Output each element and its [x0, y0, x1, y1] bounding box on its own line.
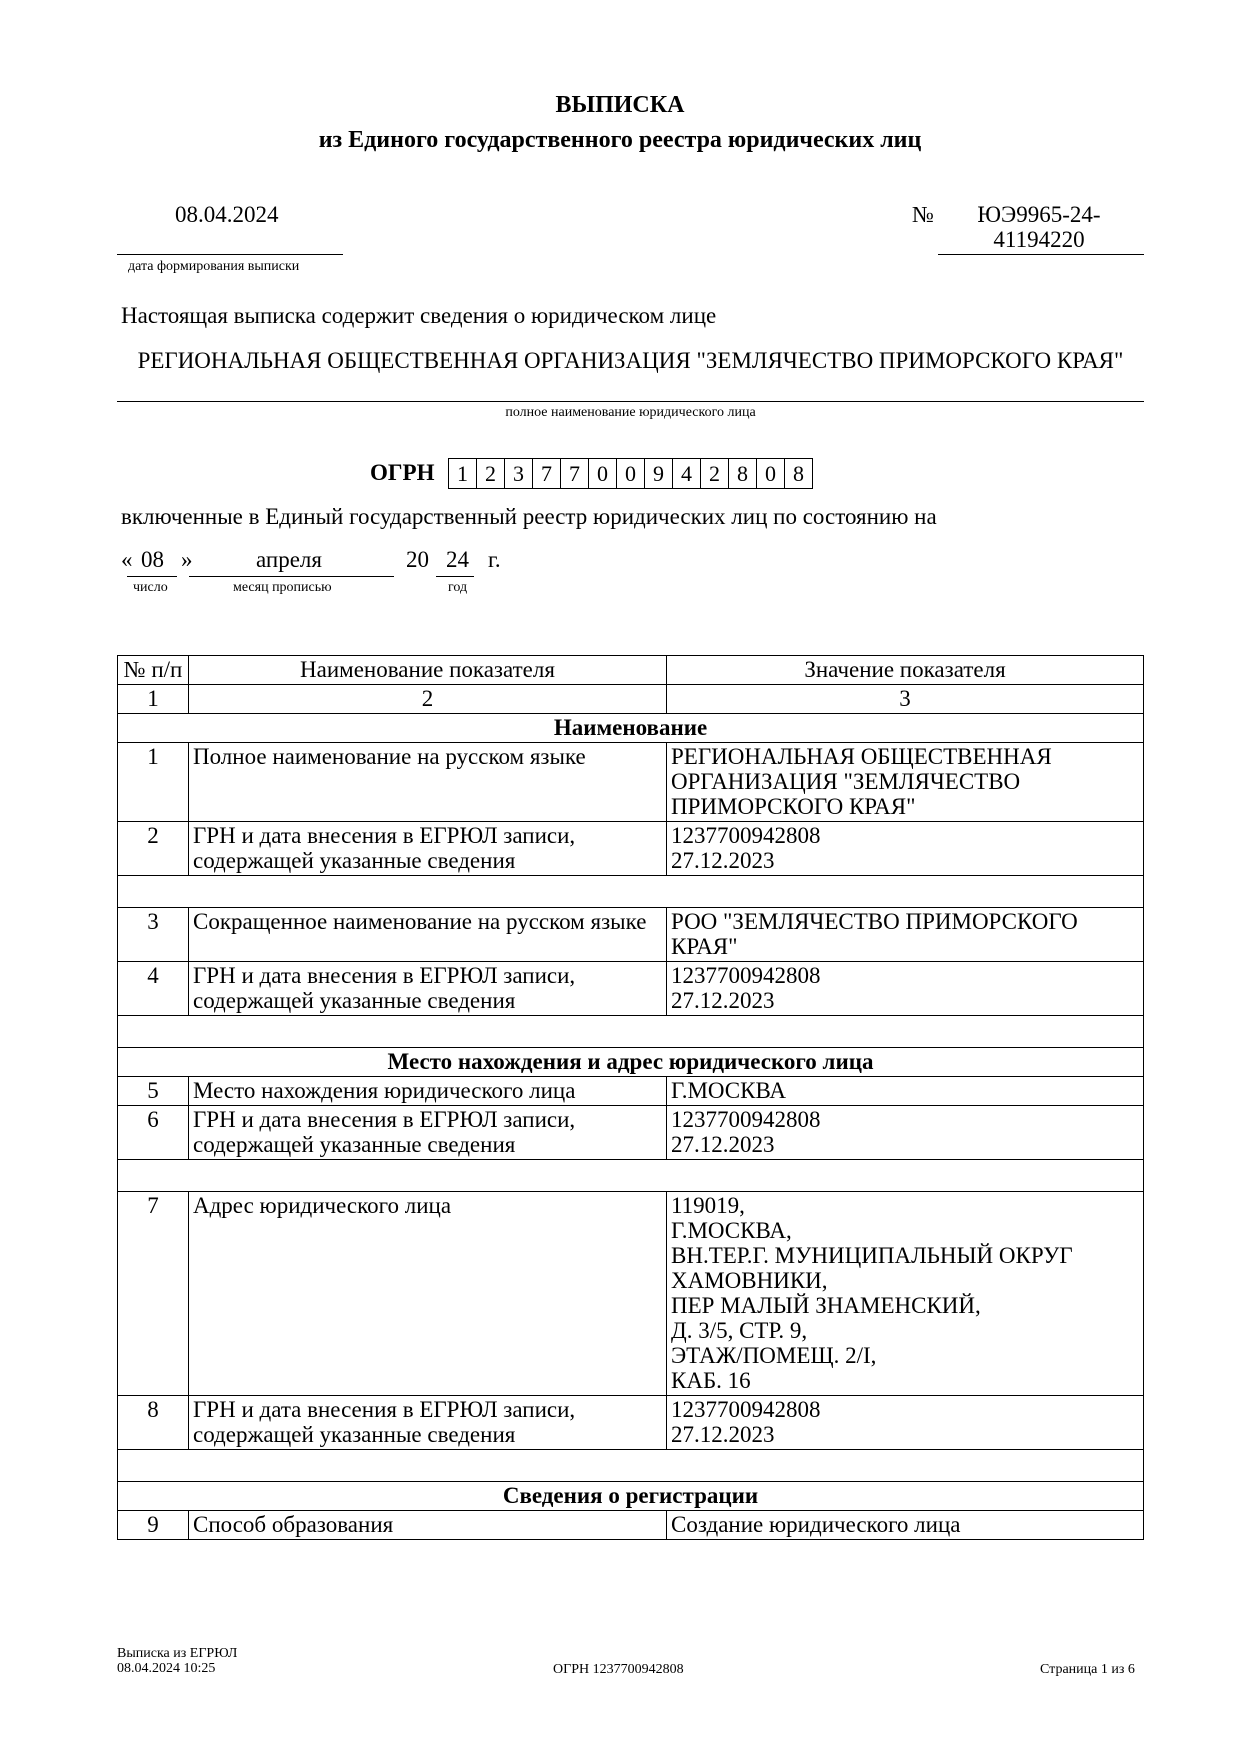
row-number: 5	[118, 1077, 189, 1106]
indicator-name: ГРН и дата внесения в ЕГРЮЛ записи, содержащей указанные сведения	[189, 1396, 667, 1450]
month-underline	[189, 576, 394, 577]
org-name-caption: полное наименование юридического лица	[505, 405, 756, 420]
blank-row	[118, 1450, 1144, 1482]
grn-date: 27.12.2023	[671, 988, 775, 1013]
ogrn-digit: 0	[617, 459, 645, 488]
ogrn-digit: 7	[561, 459, 589, 488]
table-row	[118, 1077, 1144, 1106]
address-line: Г.МОСКВА,	[671, 1218, 792, 1243]
indicator-name: Способ образования	[189, 1511, 667, 1540]
ogrn-digit: 7	[533, 459, 561, 488]
extract-date-caption: дата формирования выписки	[128, 259, 300, 274]
egrul-data-table	[117, 655, 1144, 1540]
section-heading: Место нахождения и адрес юридического лица	[118, 1048, 1144, 1077]
as-of-century: 20	[406, 547, 429, 572]
indicator-value: РЕГИОНАЛЬНАЯ ОБЩЕСТВЕННАЯ ОРГАНИЗАЦИЯ "ЗЕМЛЯЧЕСТВО ПРИМОРСКОГО КРАЯ"	[667, 743, 1144, 822]
as-of-month: апреля	[256, 547, 322, 572]
column-number: 3	[667, 685, 1144, 714]
section-row	[118, 714, 1144, 743]
day-caption: число	[133, 580, 168, 595]
indicator-value	[667, 962, 1144, 1016]
table-row	[118, 822, 1144, 876]
extract-number-underline	[938, 254, 1144, 255]
grn-date: 27.12.2023	[671, 1132, 775, 1157]
ogrn-digit-boxes	[448, 458, 813, 489]
table-header-row	[118, 656, 1144, 685]
page-number: Страница 1 из 6	[1040, 1662, 1135, 1677]
day-underline	[127, 576, 177, 577]
ogrn-digit: 2	[701, 459, 729, 488]
indicator-name: ГРН и дата внесения в ЕГРЮЛ записи, содержащей указанные сведения	[189, 962, 667, 1016]
document-title: ВЫПИСКА	[555, 92, 685, 118]
grn-number: 1237700942808	[671, 1397, 821, 1422]
table-row	[118, 908, 1144, 962]
row-number: 3	[118, 908, 189, 962]
indicator-value	[667, 1192, 1144, 1396]
grn-number: 1237700942808	[671, 963, 821, 988]
section-row	[118, 1482, 1144, 1511]
row-number: 1	[118, 743, 189, 822]
ogrn-digit: 2	[477, 459, 505, 488]
row-number: 9	[118, 1511, 189, 1540]
ogrn-digit: 9	[645, 459, 673, 488]
grn-date: 27.12.2023	[671, 848, 775, 873]
indicator-value	[667, 1396, 1144, 1450]
table-row	[118, 1106, 1144, 1160]
indicator-value	[667, 822, 1144, 876]
table-row	[118, 962, 1144, 1016]
extract-date: 08.04.2024	[175, 202, 279, 227]
column-header: Значение показателя	[667, 656, 1144, 685]
footer-timestamp: 08.04.2024 10:25	[117, 1661, 216, 1676]
document-subtitle: из Единого государственного реестра юридических лиц	[318, 127, 922, 153]
footer-info	[117, 1646, 237, 1676]
table-row	[118, 743, 1144, 822]
year-caption: год	[448, 580, 468, 595]
ogrn-digit: 8	[793, 461, 804, 486]
ogrn-digit: 0	[757, 459, 785, 488]
indicator-value: Г.МОСКВА	[667, 1077, 1144, 1106]
grn-number: 1237700942808	[671, 823, 821, 848]
footer-doc-name: Выписка из ЕГРЮЛ	[117, 1646, 238, 1661]
column-number-row	[118, 685, 1144, 714]
ogrn-digit: 1	[449, 459, 477, 488]
intro-text: Настоящая выписка содержит сведения о юридическом лице	[121, 303, 717, 328]
indicator-name: Адрес юридического лица	[189, 1192, 667, 1396]
address-line: 119019,	[671, 1193, 745, 1218]
column-header: № п/п	[118, 656, 189, 685]
indicator-value	[667, 1106, 1144, 1160]
ogrn-digit: 8	[729, 459, 757, 488]
row-number: 7	[118, 1192, 189, 1396]
indicator-name: ГРН и дата внесения в ЕГРЮЛ записи, содержащей указанные сведения	[189, 1106, 667, 1160]
blank-row	[118, 876, 1144, 908]
as-of-year-suffix: г.	[488, 547, 501, 572]
row-number: 4	[118, 962, 189, 1016]
ogrn-digit: 0	[589, 459, 617, 488]
section-heading: Сведения о регистрации	[118, 1482, 1144, 1511]
indicator-value: РОО "ЗЕМЛЯЧЕСТВО ПРИМОРСКОГО КРАЯ"	[667, 908, 1144, 962]
row-number: 2	[118, 822, 189, 876]
as-of-quote-close: »	[181, 547, 193, 572]
month-caption: месяц прописью	[233, 580, 332, 595]
row-number: 8	[118, 1396, 189, 1450]
row-number: 6	[118, 1106, 189, 1160]
address-line: ВН.ТЕР.Г. МУНИЦИПАЛЬНЫЙ ОКРУГ ХАМОВНИКИ,	[671, 1243, 1073, 1293]
extract-date-underline	[117, 254, 343, 255]
blank-row	[118, 1160, 1144, 1192]
org-name-underline	[117, 401, 1144, 402]
address-line: ЭТАЖ/ПОМЕЩ. 2/I,	[671, 1343, 877, 1368]
address-line: ПЕР МАЛЫЙ ЗНАМЕНСКИЙ,	[671, 1293, 981, 1318]
column-number: 2	[189, 685, 667, 714]
table-row	[118, 1192, 1144, 1396]
year-underline	[436, 576, 474, 577]
indicator-name: ГРН и дата внесения в ЕГРЮЛ записи, содержащей указанные сведения	[189, 822, 667, 876]
ogrn-digit: 3	[505, 459, 533, 488]
as-of-quote-open: «	[121, 547, 133, 572]
ogrn-digit: 4	[673, 459, 701, 488]
table-row	[118, 1396, 1144, 1450]
grn-date: 27.12.2023	[671, 1422, 775, 1447]
indicator-value: Создание юридического лица	[667, 1511, 1144, 1540]
included-text: включенные в Единый государственный реестр юридических лиц по состоянию на	[121, 504, 937, 529]
blank-row	[118, 1016, 1144, 1048]
grn-number: 1237700942808	[671, 1107, 821, 1132]
extract-number: ЮЭ9965-24-41194220	[977, 202, 1101, 252]
column-number: 1	[118, 685, 189, 714]
footer-ogrn: ОГРН 1237700942808	[553, 1662, 684, 1677]
indicator-name: Полное наименование на русском языке	[189, 743, 667, 822]
column-header: Наименование показателя	[189, 656, 667, 685]
org-full-name: РЕГИОНАЛЬНАЯ ОБЩЕСТВЕННАЯ ОРГАНИЗАЦИЯ "ЗЕМЛЯЧЕСТВО ПРИМОРСКОГО КРАЯ"	[137, 348, 1124, 373]
table-row	[118, 1511, 1144, 1540]
indicator-name: Место нахождения юридического лица	[189, 1077, 667, 1106]
as-of-day: 08	[141, 547, 164, 572]
section-heading: Наименование	[118, 714, 1144, 743]
address-line: Д. 3/5, СТР. 9,	[671, 1318, 808, 1343]
extract-number-sign: №	[912, 202, 934, 227]
as-of-year: 24	[446, 547, 469, 572]
address-line: КАБ. 16	[671, 1368, 751, 1393]
indicator-name: Сокращенное наименование на русском языке	[189, 908, 667, 962]
ogrn-label: ОГРН	[370, 460, 435, 485]
section-row	[118, 1048, 1144, 1077]
